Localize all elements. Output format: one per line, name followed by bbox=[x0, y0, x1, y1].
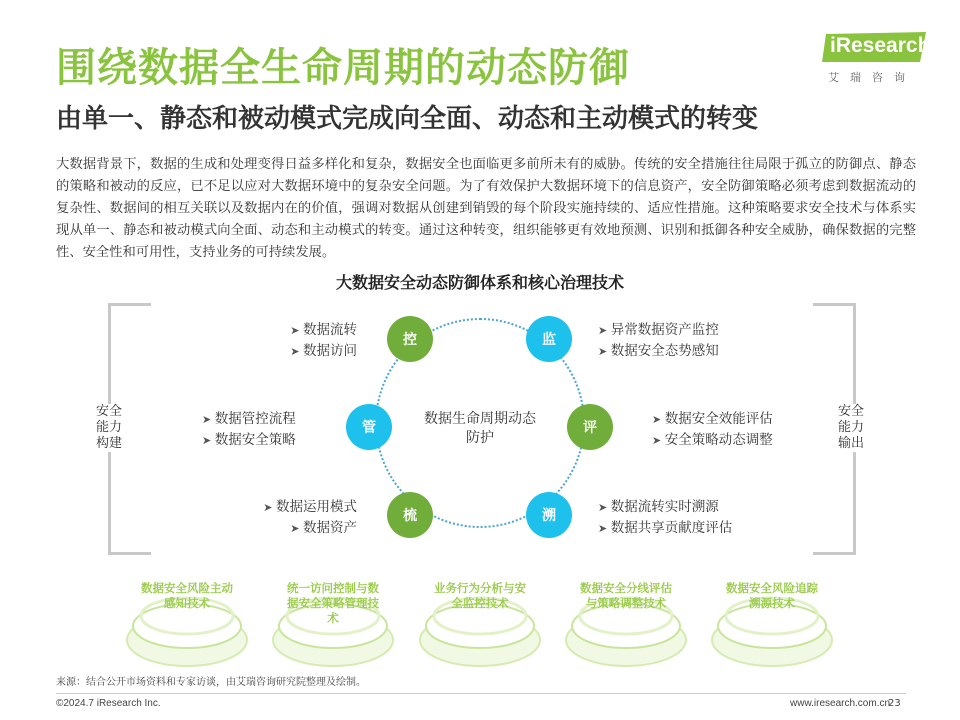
shu-item: ➤ 数据运用模式 bbox=[263, 497, 357, 518]
guan-bullets bbox=[202, 409, 296, 451]
su-item: ➤ 数据共享贡献度评估 bbox=[598, 518, 732, 539]
node-su: 溯 bbox=[526, 492, 572, 538]
ping-item: ➤ 安全策略动态调整 bbox=[652, 430, 773, 451]
technology-label: 统一访问控制与数据安全策略管理技术 bbox=[287, 581, 379, 625]
website-link[interactable]: www.iresearch.com.cn bbox=[790, 698, 891, 709]
su-bullets bbox=[598, 497, 732, 539]
jian-item: ➤ 数据安全态势感知 bbox=[598, 341, 719, 362]
guan-item: ➤ 数据安全策略 bbox=[202, 430, 296, 451]
shu-item: ➤ 数据资产 bbox=[263, 518, 357, 539]
page-title: 围绕数据全生命周期的动态防御 bbox=[56, 45, 630, 91]
lifecycle-center-label: 数据生命周期动态防护 bbox=[424, 411, 536, 446]
shu-bullets bbox=[263, 497, 357, 539]
page-number: 23 bbox=[888, 698, 901, 709]
su-item: ➤ 数据流转实时溯源 bbox=[598, 497, 732, 518]
logo-brand-text: iResearch bbox=[830, 34, 931, 57]
technology-label: 数据安全风险主动感知技术 bbox=[141, 581, 233, 610]
kong-item: ➤ 数据访问 bbox=[290, 341, 357, 362]
ping-bullets bbox=[652, 409, 773, 451]
source-note: 来源：结合公开市场资料和专家访谈，由艾瑞咨询研究院整理及绘制。 bbox=[56, 677, 366, 688]
guan-item: ➤ 数据管控流程 bbox=[202, 409, 296, 430]
page-subtitle: 由单一、静态和被动模式完成向全面、动态和主动模式的转变 bbox=[56, 104, 759, 134]
jian-item: ➤ 异常数据资产监控 bbox=[598, 320, 719, 341]
ping-item: ➤ 数据安全效能评估 bbox=[652, 409, 773, 430]
diagram-title: 大数据安全动态防御体系和核心治理技术 bbox=[335, 273, 624, 292]
jian-bullets bbox=[598, 320, 719, 362]
intro-paragraph: 大数据背景下，数据的生成和处理变得日益多样化和复杂，数据安全也面临更多前所未有的威胁。传统的安全措施往往局限于孤立的防御点、静态的策略和被动的反应，已不足以应对大数据环境中的复杂安全问题。为了有效保护大数据环境下的信息资产，安全防御策略必须考虑到数据流动的复杂性、数据间的相互关联以及数据内在的价值，强调对数据从创建到销毁的每个阶段实施持续的、适应性措施。这种策略要求安全技术与体系实现从单一、静态和被动模式向全面、动态和主动模式的转变。通过这种转变，组织能够更有效地预测、识别和抵御各种安全威胁，确保数据的完整性、安全性和可用性，支持业务的可持续发展。 bbox=[56, 157, 916, 260]
technology-label: 数据安全分线评估与策略调整技术 bbox=[580, 581, 672, 610]
kong-bullets bbox=[290, 320, 357, 362]
iresearch-logo bbox=[822, 32, 932, 82]
footer-divider bbox=[56, 693, 906, 694]
left-side-label: 安全能力构建 bbox=[92, 404, 126, 452]
node-ping: 评 bbox=[567, 404, 613, 450]
kong-item: ➤ 数据流转 bbox=[290, 320, 357, 341]
node-jian: 监 bbox=[526, 316, 572, 362]
node-kong: 控 bbox=[387, 316, 433, 362]
node-guan: 管 bbox=[346, 404, 392, 450]
technology-label: 业务行为分析与安全监控技术 bbox=[434, 581, 526, 610]
node-shu: 梳 bbox=[387, 492, 433, 538]
right-side-label: 安全能力输出 bbox=[834, 404, 868, 452]
logo-chinese-text: 艾瑞咨询 bbox=[828, 71, 916, 84]
copyright: ©2024.7 iResearch Inc. bbox=[56, 698, 161, 709]
technology-label: 数据安全风险追踪溯源技术 bbox=[726, 581, 818, 610]
